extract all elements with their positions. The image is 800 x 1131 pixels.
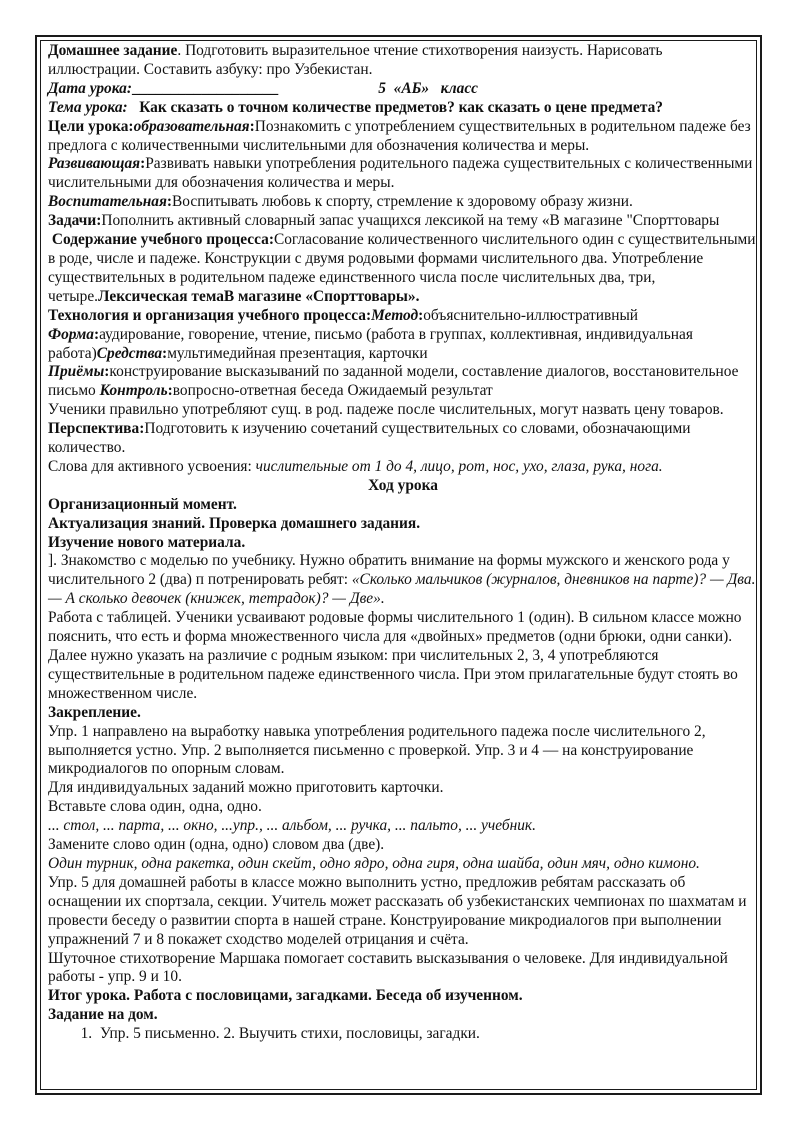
control-label: Контроль <box>99 382 168 400</box>
perspective-text: Подготовить к изучению сочетаний существительных со словами, обозначающими количество. <box>48 420 691 457</box>
developing-paragraph: Развивающая:Развивать навыки употребления родительного падежа существительных с количественными числительными для обозначения количества и меры. <box>48 155 753 192</box>
techniques-text: конструирование высказываний по заданной модели, составление диалогов, восстановительное письмо <box>48 363 739 400</box>
content-text: Согласование количественного числительного один с существительными в роде, числе и падеже. Конструкции с двумя родовыми формами числительного два. Употребление существительных в родительном падеже единственного числа после числительных два, три, четыре. <box>48 231 756 305</box>
upbringing-paragraph: Воспитательная:Воспитывать любовь к спорту, стремление к здоровому образу жизни. <box>48 193 633 211</box>
content-paragraph <box>48 231 758 307</box>
method-label: Метод <box>371 306 419 324</box>
upbringing-label: Воспитательная <box>48 193 167 211</box>
topic-line <box>48 99 758 118</box>
perspective-label: Перспектива: <box>48 420 145 438</box>
date-blank: ___________________ <box>131 79 279 97</box>
active-words-label: Слова для активного усвоения: <box>48 457 256 475</box>
means-label: Средства <box>96 344 163 362</box>
new-material-text: ]. Знакомство с моделью по учебнику. Нужно обратить внимание на формы мужского и женского рода у числительного 2 (два) п потренировать ребят: <box>48 552 730 589</box>
lexical-topic: Лексическая темаВ магазине «Спорттовары». <box>98 287 420 305</box>
techniques-paragraph: Приёмы:конструирование высказываний по заданной модели, составление диалогов, восстановительное письмо Контроль:вопросно-ответная беседа Ожидаемый результат <box>48 363 739 400</box>
developing-label: Развивающая <box>48 155 141 173</box>
stage-consolidation: Закрепление. <box>48 703 141 721</box>
active-words-list: числительные от 1 до 4, лицо, рот, нос, ухо, глаза, рука, нога. <box>255 457 663 475</box>
form-text: аудирование, говорение, чтение, письмо (работа в группах, коллективная, индивидуальная работа) <box>48 325 693 362</box>
class-info: 5 «АБ» класс <box>378 79 478 97</box>
lesson-plan-document <box>48 42 758 1044</box>
stage-org: Организационный момент. <box>48 495 237 513</box>
perspective-paragraph <box>48 420 758 458</box>
tasks-label: Задачи: <box>48 212 102 230</box>
homework-paragraph <box>48 42 758 80</box>
lesson-heading: Ход урока <box>368 476 438 494</box>
date-label: Дата урока: <box>48 79 132 97</box>
new-material-paragraph-1 <box>48 552 758 609</box>
topic-label: Тема урока: <box>48 98 128 116</box>
consolidation-paragraph-6: Один турник, одна ракетка, один скейт, одно ядро, одна гиря, одна шайба, один мяч, одно кимоно. <box>48 854 700 872</box>
technology-paragraph: Технология и организация учебного процесса:Метод:объяснительно-иллюстративный Форма:аудирование, говорение, чтение, письмо (работа в группах, коллективная, индивидуальная работа)Средства:мультимедийная презентация, карточки <box>48 306 693 362</box>
goals-label: Цели урока: <box>48 117 134 135</box>
goals-educational-label: образовательная <box>133 117 250 135</box>
tasks-paragraph <box>48 212 758 231</box>
topic-text: Как сказать о точном количестве предметов? как сказать о цене предмета? <box>139 98 663 116</box>
goals-educational-text: Познакомить с употреблением существительных в родительном падеже без предлога с количественными числительными для обозначения количества и меры. <box>48 117 751 154</box>
consolidation-paragraph-8: Шуточное стихотворение Маршака помогает составить высказывания о человеке. Для индивидуальной работы - упр. 9 и 10. <box>48 949 728 986</box>
consolidation-paragraph-7: Упр. 5 для домашней работы в классе можно выполнить устно, предложив ребятам рассказать об оснащении их спортзала, секции. Учитель может рассказать об узбекистанских чемпионах по шахматам и провести беседу о развитии спорта в нашей стране. Конструирование микродиалогов при выполнении упражнений 7 и 8 покажет сходство моделей отрицания и счёта. <box>48 873 747 948</box>
homework-text: . Подготовить выразительное чтение стихотворения наизусть. Нарисовать иллюстрации. Составить азбуку: про Узбекистан. <box>48 42 663 78</box>
homework-list <box>48 1025 758 1044</box>
date-line <box>48 80 758 99</box>
content-label: Содержание учебного процесса: <box>51 231 274 249</box>
homework-list-item: 1. Упр. 5 письменно. 2. Выучить стихи, пословицы, загадки. <box>96 1025 758 1044</box>
control-text: вопросно-ответная беседа Ожидаемый результат <box>172 382 493 400</box>
consolidation-paragraph-2: Для индивидуальных заданий можно приготовить карточки. <box>48 779 444 797</box>
result-paragraph: Ученики правильно употребляют сущ. в род. падеже после числительных, могут назвать цену товаров. <box>48 401 724 419</box>
form-label: Форма <box>48 325 94 343</box>
stage-homework: Задание на дом. <box>48 1006 158 1024</box>
consolidation-paragraph-1: Упр. 1 направлено на выработку навыка употребления родительного падежа после числительного 2, выполняется устно. Упр. 2 выполняется письменно с проверкой. Упр. 3 и 4 — на конструирование микродиалогов по опорным словам. <box>48 722 706 778</box>
technology-label: Технология и организация учебного процесса: <box>48 306 372 324</box>
new-material-example: «Сколько мальчиков (журналов, дневников на парте)? — Два. — А сколько девочек (книжек, тетрадок)? — Две». <box>48 571 756 608</box>
goals-paragraph: Цели урока:образовательная:Познакомить с употреблением существительных в родительном падеже без предлога с количественными числительными для обозначения количества и меры. <box>48 117 751 154</box>
consolidation-paragraph-5: Замените слово один (одна, одно) словом два (две). <box>48 836 385 854</box>
means-text: мультимедийная презентация, карточки <box>167 344 428 362</box>
stage-actualization: Актуализация знаний. Проверка домашнего задания. <box>48 514 421 532</box>
consolidation-paragraph-4: ... стол, ... парта, ... окно, ...упр., ... альбом, ... ручка, ... пальто, ... учебник. <box>48 817 536 835</box>
stage-summary: Итог урока. Работа с пословицами, загадками. Беседа об изученном. <box>48 987 523 1005</box>
active-words-paragraph <box>48 458 758 477</box>
new-material-paragraph-2: Работа с таблицей. Ученики усваивают родовые формы числительного 1 (один). В сильном классе можно пояснить, что есть и форма множественного числа для «двойных» предметов (одни брюки, одни санки). Далее нужно указать на различие с родным языком: при числительных 2, 3, 4 употребляются существительные в родительном падеже единственного числа. При этом прилагательные будут стоять во множественном числе. <box>48 609 742 702</box>
tasks-text: Пополнить активный словарный запас учащихся лексикой на тему «В магазине "Спорттовары <box>101 212 720 230</box>
stage-new-material: Изучение нового материала. <box>48 533 246 551</box>
techniques-label: Приёмы <box>48 363 105 381</box>
developing-text: Развивать навыки употребления родительного падежа существительных с количественными числительными для обозначения количества и меры. <box>48 155 753 192</box>
method-text: объяснительно-иллюстративный <box>423 306 639 324</box>
consolidation-paragraph-3: Вставьте слова один, одна, одно. <box>48 798 262 816</box>
homework-label: Домашнее задание <box>48 42 178 59</box>
upbringing-text: Воспитывать любовь к спорту, стремление к здоровому образу жизни. <box>172 193 633 211</box>
